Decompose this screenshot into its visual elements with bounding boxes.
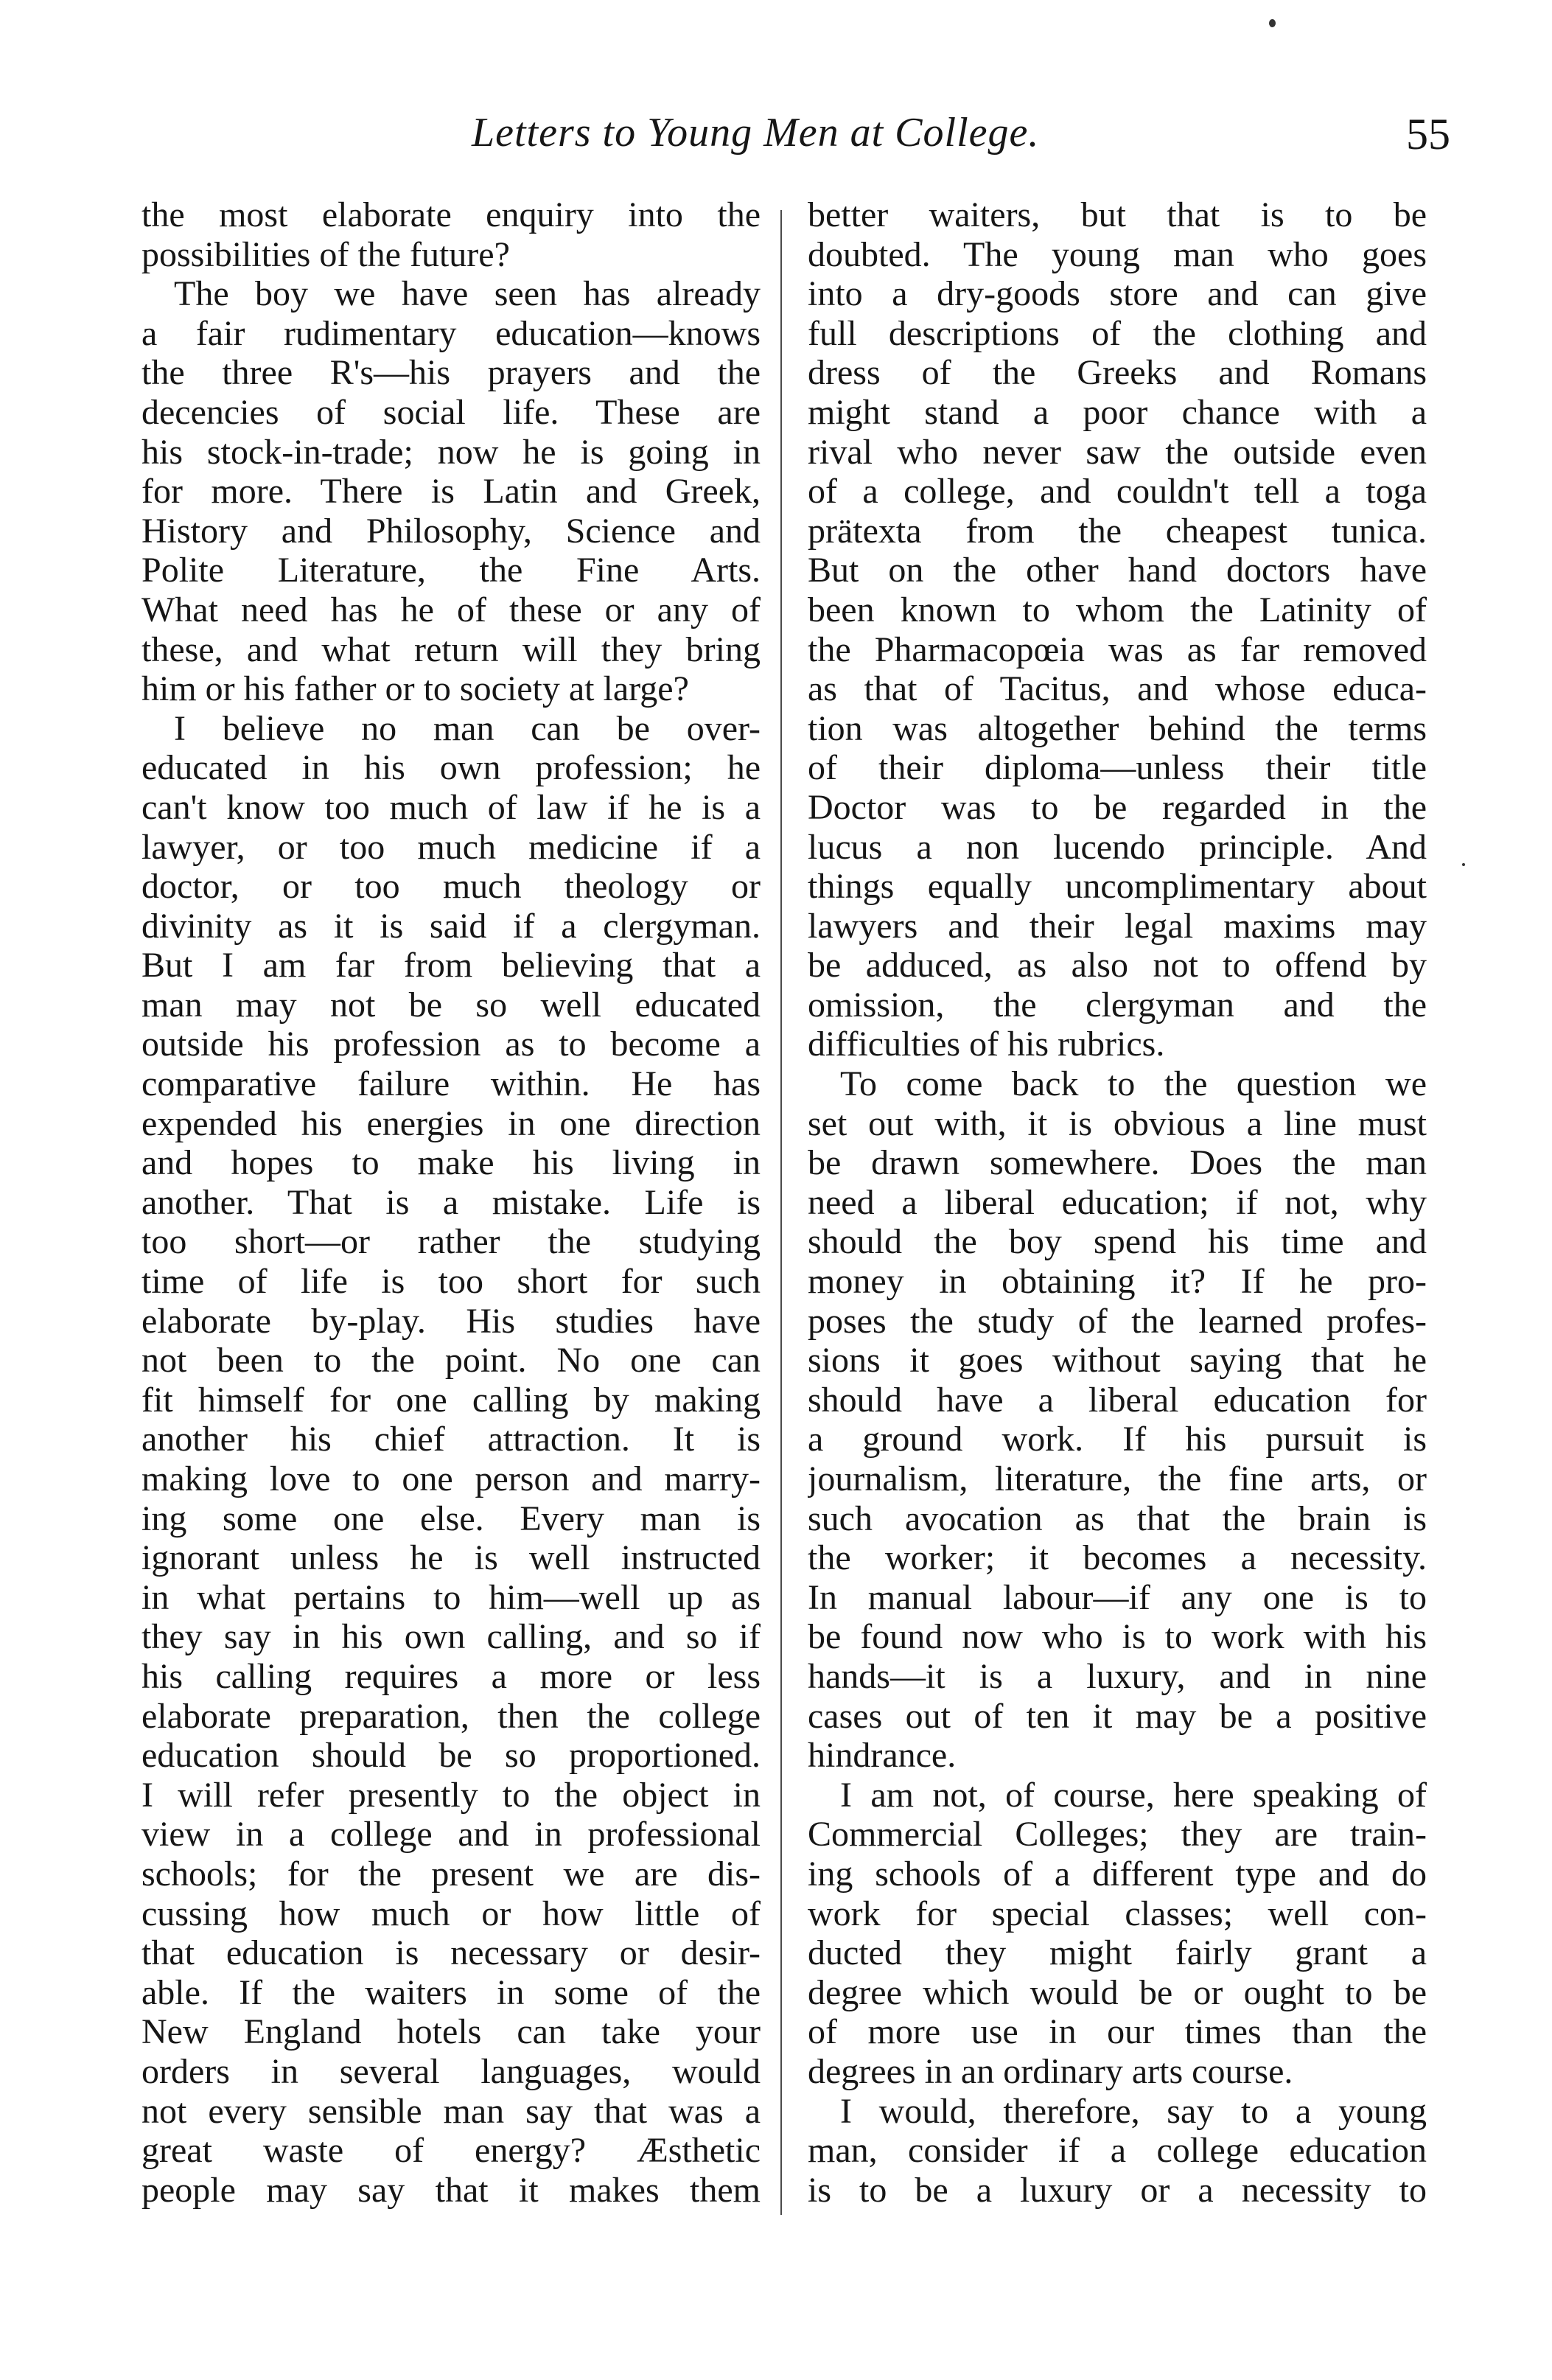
text-line: his stock-in-trade; now he is going in <box>141 432 761 472</box>
text-line: another. That is a mistake. Life is <box>141 1182 761 1222</box>
text-line: better waiters, but that is to be <box>808 195 1427 234</box>
left-text-column <box>141 195 761 2210</box>
text-line: lucus a non lucendo principle. And <box>808 827 1427 867</box>
text-line: I believe no man can be over- <box>174 708 761 748</box>
text-line: Doctor was to be regarded in the <box>808 787 1427 827</box>
text-line: his calling requires a more or less <box>141 1656 761 1696</box>
text-line: New England hotels can take your <box>141 2012 761 2052</box>
text-line: To come back to the question we <box>840 1064 1427 1104</box>
text-line: lawyers and their legal maxims may <box>808 906 1427 946</box>
text-line: not been to the point. No one can <box>141 1341 761 1381</box>
text-line: full descriptions of the clothing and <box>808 313 1427 353</box>
text-line: people may say that it makes them <box>141 2170 761 2210</box>
text-line: view in a college and in professional <box>141 1815 761 1854</box>
page-number: 55 <box>1406 110 1450 158</box>
running-title: Letters to Young Men at College. <box>472 110 1040 156</box>
text-line: might stand a poor chance with a <box>808 392 1427 432</box>
text-line: What need has he of these or any of <box>141 590 761 629</box>
text-line: History and Philosophy, Science and <box>141 511 761 551</box>
text-line: difficulties of his rubrics. <box>808 1025 1165 1064</box>
text-line: great waste of energy? Æsthetic <box>141 2131 761 2171</box>
text-line: degree which would be or ought to be <box>808 1972 1427 2012</box>
text-line: rival who never saw the outside even <box>808 432 1427 472</box>
text-line: they say in his own calling, and so if <box>141 1617 761 1657</box>
text-line: Polite Literature, the Fine Arts. <box>141 551 761 590</box>
text-line: But I am far from believing that a <box>141 946 761 985</box>
text-line: making love to one person and marry- <box>141 1459 761 1498</box>
text-line: such avocation as that the brain is <box>808 1498 1427 1538</box>
text-line: degrees in an ordinary arts course. <box>808 2051 1293 2091</box>
text-line: omission, the clergyman and the <box>808 985 1427 1025</box>
text-line: need a liberal education; if not, why <box>808 1182 1427 1222</box>
text-line: a ground work. If his pursuit is <box>808 1420 1427 1459</box>
text-line: in what pertains to him—well up as <box>141 1577 761 1617</box>
text-line: cases out of ten it may be a positive <box>808 1696 1427 1736</box>
text-line: journalism, literature, the fine arts, or <box>808 1459 1427 1498</box>
text-line: Commercial Colleges; they are train- <box>808 1815 1427 1854</box>
text-line: another his chief attraction. It is <box>141 1420 761 1459</box>
text-line: doctor, or too much theology or <box>141 867 761 907</box>
text-line: a fair rudimentary education—knows <box>141 313 761 353</box>
text-line: ing some one else. Every man is <box>141 1498 761 1538</box>
column-rule <box>780 210 782 2215</box>
text-line: elaborate preparation, then the college <box>141 1696 761 1736</box>
text-line: and hopes to make his living in <box>141 1143 761 1183</box>
text-line: ignorant unless he is well instructed <box>141 1538 761 1578</box>
text-line: fit himself for one calling by making <box>141 1380 761 1420</box>
text-line: be adduced, as also not to offend by <box>808 946 1427 985</box>
text-line: for more. There is Latin and Greek, <box>141 472 761 512</box>
text-line: things equally uncomplimentary about <box>808 867 1427 907</box>
right-text-column <box>808 195 1427 2210</box>
text-line: set out with, it is obvious a line must <box>808 1103 1427 1143</box>
text-line: I am not, of course, here speaking of <box>840 1775 1427 1815</box>
text-line: that education is necessary or desir- <box>141 1933 761 1973</box>
text-line: man may not be so well educated <box>141 985 761 1025</box>
text-line: hands—it is a luxury, and in nine <box>808 1656 1427 1696</box>
text-line: elaborate by-play. His studies have <box>141 1301 761 1341</box>
text-line: I would, therefore, say to a young <box>840 2091 1427 2131</box>
text-line: able. If the waiters in some of the <box>141 1972 761 2012</box>
text-line: dress of the Greeks and Romans <box>808 353 1427 393</box>
text-line: prätexta from the cheapest tunica. <box>808 511 1427 551</box>
text-line: poses the study of the learned profes- <box>808 1301 1427 1341</box>
text-line: should the boy spend his time and <box>808 1222 1427 1262</box>
text-line: expended his energies in one direction <box>141 1103 761 1143</box>
text-line: of a college, and couldn't tell a toga <box>808 472 1427 512</box>
text-line: orders in several languages, would <box>141 2051 761 2091</box>
text-line: hindrance. <box>808 1736 957 1776</box>
text-line: The boy we have seen has already <box>174 274 761 314</box>
text-line: man, consider if a college education <box>808 2131 1427 2171</box>
text-line: doubted. The young man who goes <box>808 234 1427 274</box>
text-line: into a dry-goods store and can give <box>808 274 1427 314</box>
text-line: tion was altogether behind the terms <box>808 708 1427 748</box>
text-line: of more use in our times than the <box>808 2012 1427 2052</box>
text-line: sions it goes without saying that he <box>808 1341 1427 1381</box>
text-line: cussing how much or how little of <box>141 1894 761 1933</box>
text-line: been known to whom the Latinity of <box>808 590 1427 629</box>
text-line: But on the other hand doctors have <box>808 551 1427 590</box>
text-line: of their diploma—unless their title <box>808 748 1427 788</box>
text-line: be drawn somewhere. Does the man <box>808 1143 1427 1183</box>
text-line: too short—or rather the studying <box>141 1222 761 1262</box>
text-line: the most elaborate enquiry into the <box>141 195 761 234</box>
text-line: schools; for the present we are dis- <box>141 1854 761 1894</box>
text-line: should have a liberal education for <box>808 1380 1427 1420</box>
text-line: education should be so proportioned. <box>141 1736 761 1776</box>
text-line: these, and what return will they bring <box>141 629 761 669</box>
text-line: the worker; it becomes a necessity. <box>808 1538 1427 1578</box>
text-line: outside his profession as to become a <box>141 1025 761 1064</box>
text-line: be found now who is to work with his <box>808 1617 1427 1657</box>
text-line: ducted they might fairly grant a <box>808 1933 1427 1973</box>
text-line: comparative failure within. He has <box>141 1064 761 1104</box>
running-head <box>0 109 1552 168</box>
text-line: decencies of social life. These are <box>141 392 761 432</box>
text-line: I will refer presently to the object in <box>141 1775 761 1815</box>
text-line: time of life is too short for such <box>141 1262 761 1302</box>
text-line: lawyer, or too much medicine if a <box>141 827 761 867</box>
text-line: can't know too much of law if he is a <box>141 787 761 827</box>
text-line: work for special classes; well con- <box>808 1894 1427 1933</box>
text-line: is to be a luxury or a necessity to <box>808 2170 1427 2210</box>
print-speck <box>1269 19 1276 27</box>
text-line: as that of Tacitus, and whose educa- <box>808 669 1427 709</box>
text-line: educated in his own profession; he <box>141 748 761 788</box>
text-line: ing schools of a different type and do <box>808 1854 1427 1894</box>
text-line: the three R's—his prayers and the <box>141 353 761 393</box>
print-speck <box>1462 863 1465 866</box>
text-line: not every sensible man say that was a <box>141 2091 761 2131</box>
text-line: him or his father or to society at large? <box>141 669 689 709</box>
text-line: money in obtaining it? If he pro- <box>808 1262 1427 1302</box>
text-line: divinity as it is said if a clergyman. <box>141 906 761 946</box>
text-line: In manual labour—if any one is to <box>808 1577 1427 1617</box>
text-line: the Pharmacopœia was as far removed <box>808 629 1427 669</box>
text-line: possibilities of the future? <box>141 234 510 274</box>
